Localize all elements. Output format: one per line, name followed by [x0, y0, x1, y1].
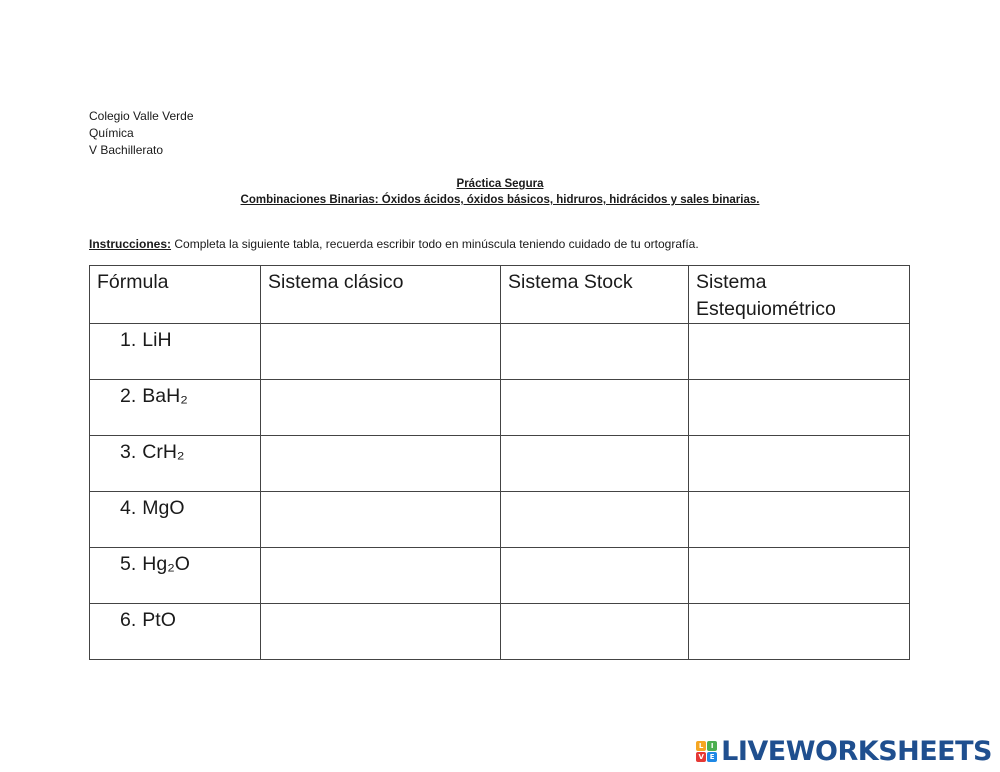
row-number: 5.: [120, 553, 137, 575]
stoichiometric-answer-cell[interactable]: [689, 380, 910, 436]
worksheet-subtitle: Combinaciones Binarias: Óxidos ácidos, óxidos básicos, hidruros, hidrácidos y sales binarias.: [240, 194, 760, 206]
classic-answer-cell[interactable]: [261, 492, 501, 548]
formula-text: MgO: [142, 497, 185, 519]
table-header-row: [90, 266, 910, 324]
instructions-text: Completa la siguiente tabla, recuerda escribir todo en minúscula teniendo cuidado de tu ortografía.: [171, 237, 699, 251]
row-number: 4.: [120, 497, 137, 519]
worksheet-title-block: [0, 176, 1000, 208]
stoichiometric-answer-cell[interactable]: [689, 548, 910, 604]
formula-text: LiH: [142, 329, 172, 351]
stoichiometric-answer-cell[interactable]: [689, 436, 910, 492]
table-row: [90, 380, 910, 436]
logo-tile: V: [696, 752, 706, 762]
classic-answer-cell[interactable]: [261, 604, 501, 660]
formula-text: PtO: [142, 609, 176, 631]
school-name: Colegio Valle Verde: [89, 109, 194, 123]
formula-cell: [90, 604, 261, 660]
stock-answer-cell[interactable]: [501, 380, 689, 436]
table-row: [90, 604, 910, 660]
stock-answer-cell[interactable]: [501, 436, 689, 492]
liveworksheets-logo-text: LIVEWORKSHEETS: [721, 735, 992, 767]
stock-answer-cell[interactable]: [501, 604, 689, 660]
row-number: 1.: [120, 329, 137, 351]
row-number: 2.: [120, 385, 137, 407]
grade-level: V Bachillerato: [89, 143, 164, 157]
header-stock-system: Sistema Stock: [501, 266, 689, 324]
classic-answer-cell[interactable]: [261, 324, 501, 380]
header-formula: Fórmula: [90, 266, 261, 324]
formula-cell: [90, 492, 261, 548]
school-header: [89, 108, 194, 159]
header-stoichiometric-system: Sistema Estequiométrico: [689, 266, 910, 324]
row-number: 6.: [120, 609, 137, 631]
row-number: 3.: [120, 441, 137, 463]
stock-answer-cell[interactable]: [501, 324, 689, 380]
stoichiometric-answer-cell[interactable]: [689, 604, 910, 660]
table-row: [90, 436, 910, 492]
table-row: [90, 548, 910, 604]
stock-answer-cell[interactable]: [501, 492, 689, 548]
liveworksheets-logo-icon: [696, 741, 717, 762]
table-row: [90, 492, 910, 548]
instructions-label: Instrucciones:: [89, 237, 172, 251]
logo-tile: E: [707, 752, 717, 762]
stoichiometric-answer-cell[interactable]: [689, 324, 910, 380]
logo-tile: I: [707, 741, 717, 751]
formula-text: BaH₂: [142, 385, 188, 407]
stock-answer-cell[interactable]: [501, 548, 689, 604]
logo-tile: L: [696, 741, 706, 751]
formula-cell: [90, 436, 261, 492]
worksheet-title: Práctica Segura: [456, 178, 544, 190]
formula-text: CrH₂: [142, 441, 185, 463]
instructions: [89, 237, 699, 251]
formula-cell: [90, 380, 261, 436]
liveworksheets-logo: [696, 734, 992, 768]
formula-cell: [90, 324, 261, 380]
classic-answer-cell[interactable]: [261, 436, 501, 492]
header-classic-system: Sistema clásico: [261, 266, 501, 324]
formula-text: Hg₂O: [142, 553, 190, 575]
subject-name: Química: [89, 126, 134, 140]
stoichiometric-answer-cell[interactable]: [689, 492, 910, 548]
classic-answer-cell[interactable]: [261, 548, 501, 604]
table-row: [90, 324, 910, 380]
nomenclature-table: [89, 265, 910, 660]
formula-cell: [90, 548, 261, 604]
classic-answer-cell[interactable]: [261, 380, 501, 436]
